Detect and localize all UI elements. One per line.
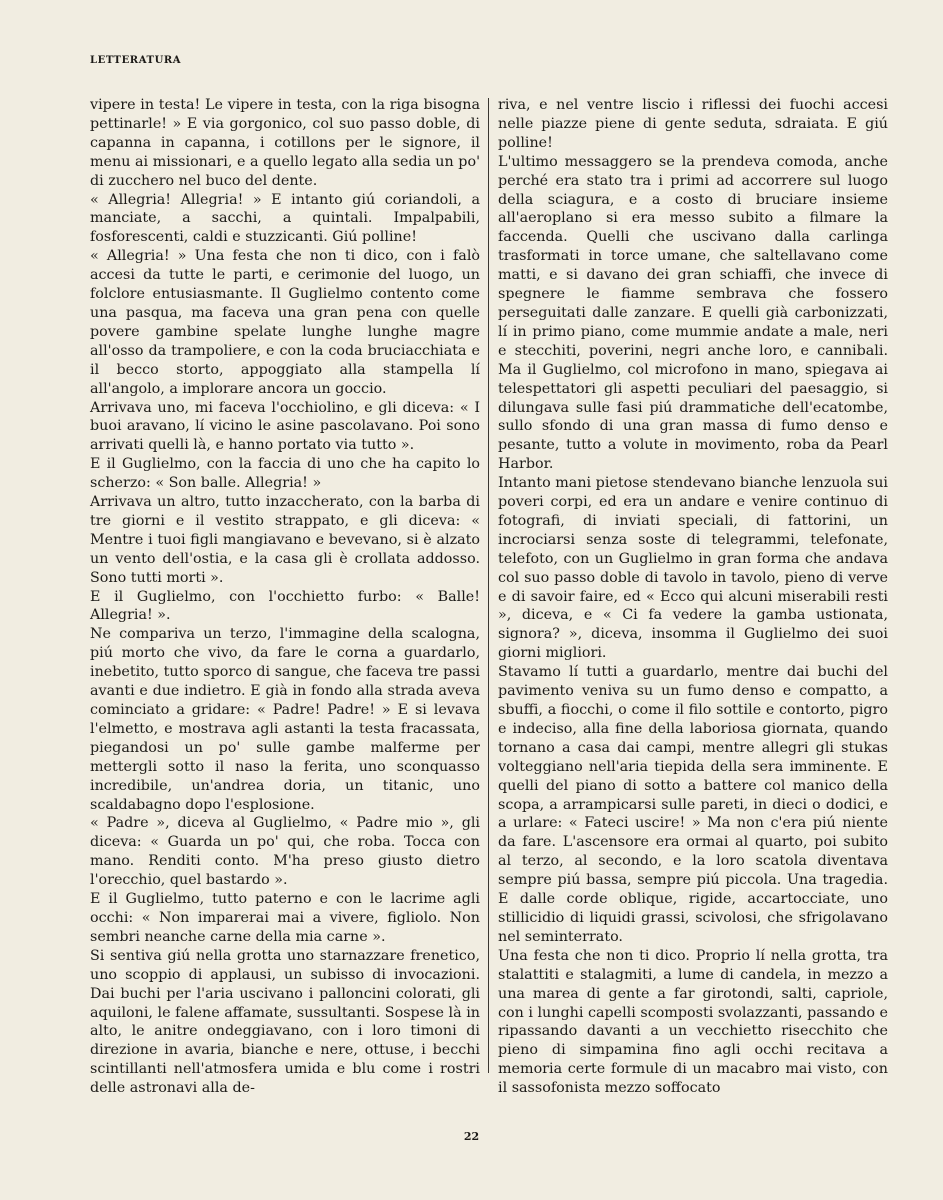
paragraph: « Allegria! » Una festa che non ti dico, con i falò accesi da tutte le parti, e cerimonie del luogo, un folclore entusiasmante. Il Guglielmo contento come una pasqua, ma faceva una gran pena con quelle povere gambine spelate lunghe lunghe magre all'osso da trampoliere, e con la coda bruciacchiata e il becco storto, appoggiato alla stampella lí all'angolo, a implorare ancora un goccio.	[90, 248, 480, 397]
paragraph: Stavamo lí tutti a guardarlo, mentre dai buchi del pavimento veniva su un fumo denso e compatto, a sbuffi, a fiocchi, o come il filo sottile e contorto, pigro e indeciso, alla fine della laboriosa giornata, quando tornano a casa dai campi, mentre allegri gli stukas volteggiano nell'aria tiepida della sera imminente. E quelli del piano di sotto a battere col manico della scopa, a arrampicarsi sulle pareti, in dieci o dodici, e a urlare: « Fateci uscire! » Ma non c'era piú niente da fare. L'ascensore era ormai al quarto, poi subito al terzo, al secondo, e la loro scatola diventava sempre piú bassa, sempre piú piccola. Una tragedia. E dalle corde oblique, rigide, accartocciate, uno stillicidio di liquidi grassi, scivolosi, che sfrigolavano nel seminterrato.	[498, 664, 888, 945]
paragraph: Si sentiva giú nella grotta uno starnazzare frenetico, uno scoppio di applausi, un subisso di invocazioni. Dai buchi per l'aria uscivano i palloncini colorati, gli aquiloni, le falene affamate, sussultanti. Sospese là in alto, le anitre ondeggiavano, con i loro timoni di direzione in avaria, bianche e nere, ottuse, i becchi scintillanti nell'atmosfera umida e blu come i rostri delle astronavi alla de-	[90, 947, 480, 1097]
paragraph: Una festa che non ti dico. Proprio lí nella grotta, tra stalattiti e stalagmiti, a lume di candela, in mezzo a una marea di gente a far girotondi, salti, capriole, con i lunghi capelli scomposti svolazzanti, passando e ripassando davanti a un vecchietto risecchito che pieno di simpamina fino agli occhi recitava a memoria certe formule di un macabro mai visto, con il sassofonista mezzo soffocato	[498, 947, 888, 1097]
paragraph: « Padre », diceva al Guglielmo, « Padre mio », gli diceva: « Guarda un po' qui, che roba. Tocca con mano. Renditi conto. M'ha preso giusto dietro l'orecchio, quel bastardo ».	[90, 815, 480, 889]
paragraph: Arrivava uno, mi faceva l'occhiolino, e gli diceva: « I buoi aravano, lí vicino le asine pascolavano. Poi sono arrivati quelli là, e hanno portato via tutto ».	[90, 399, 480, 454]
paragraph: vipere in testa! Le vipere in testa, con la riga bisogna pettinarle! » E via gorgonico, col suo passo doble, di capanna in capanna, i cotillons per le signore, il menu ai missionari, e a quello legato alla sedia un po' di zucchero nel buco del dente.	[90, 97, 480, 189]
paragraph: E il Guglielmo, con l'occhietto furbo: « Balle! Allegria! ».	[90, 588, 480, 624]
right-column	[498, 96, 888, 1098]
page-number: 22	[463, 1130, 480, 1143]
paragraph: E il Guglielmo, con la faccia di uno che ha capito lo scherzo: « Son balle. Allegria! »	[90, 456, 480, 492]
left-column	[90, 96, 480, 1098]
section-header: LETTERATURA	[90, 55, 182, 66]
paragraph: riva, e nel ventre liscio i riflessi dei fuochi accesi nelle piazze piene di gente seduta, sdraiata. E giú polline!	[498, 97, 888, 151]
paragraph: Arrivava un altro, tutto inzaccherato, con la barba di tre giorni e il vestito strappato, e gli diceva: « Mentre i tuoi figli mangiavano e bevevano, si è alzato un vento dell'ostia, e la casa gli è crollata addosso. Sono tutti morti ».	[90, 494, 480, 586]
paragraph: Intanto mani pietose stendevano bianche lenzuola sui poveri corpi, ed era un andare e venire continuo di fotografi, di inviati speciali, di fattorini, un incrociarsi senza soste di telegrammi, telefonate, telefoto, con un Guglielmo in gran forma che andava col suo passo doble di tavolo in tavolo, pieno di verve e di savoir faire, ed « Ecco qui alcuni miserabili resti », diceva, e « Ci fa vedere la gamba ustionata, signora? », diceva, insomma il Guglielmo dei suoi giorni migliori.	[498, 475, 888, 662]
paragraph: Ne compariva un terzo, l'immagine della scalogna, piú morto che vivo, da fare le corna a guardarlo, inebetito, tutto sporco di sangue, che faceva tre passi avanti e due indietro. E già in fondo alla strada aveva cominciato a gridare: « Padre! Padre! » E si levava l'elmetto, e mostrava agli astanti la testa fracassata, piegandosi un po' sulle gambe malferme per mettergli sotto il naso la ferita, uno sconquasso incredibile, un'andrea doria, un titanic, uno scaldabagno dopo l'esplosione.	[90, 626, 480, 813]
column-divider	[488, 98, 489, 1073]
paragraph: « Allegria! Allegria! » E intanto giú coriandoli, a manciate, a sacchi, a quintali. Impalpabili, fosforescenti, caldi e stuzzicanti. Giú polline!	[90, 191, 480, 246]
paragraph: L'ultimo messaggero se la prendeva comoda, anche perché era stato tra i primi ad accorrere sul luogo della sciagura, e a costo di bruciare insieme all'aeroplano si era messo subito a filmare la faccenda. Quelli che uscivano dalla carlinga trasformati in torce umane, che saltellavano come matti, e si davano dei gran schiaffi, che invece di spegnere le fiamme sembrava che fossero perseguitati dalle zanzare. E quelli già carbonizzati, lí in primo piano, come mummie andate a male, neri e stecchiti, poverini, negri anche loro, e cannibali. Ma il Guglielmo, col microfono in mano, spiegava ai telespettatori gli aspetti peculiari del paesaggio, si dilungava sulle fasi piú drammatiche dell'ecatombe, sullo sfondo di una gran massa di fumo denso e pesante, tutto a volute in movimento, roba da Pearl Harbor.	[498, 153, 888, 473]
paragraph: E il Guglielmo, tutto paterno e con le lacrime agli occhi: « Non imparerai mai a vivere, figliolo. Non sembri neanche carne della mia carne ».	[90, 891, 480, 945]
